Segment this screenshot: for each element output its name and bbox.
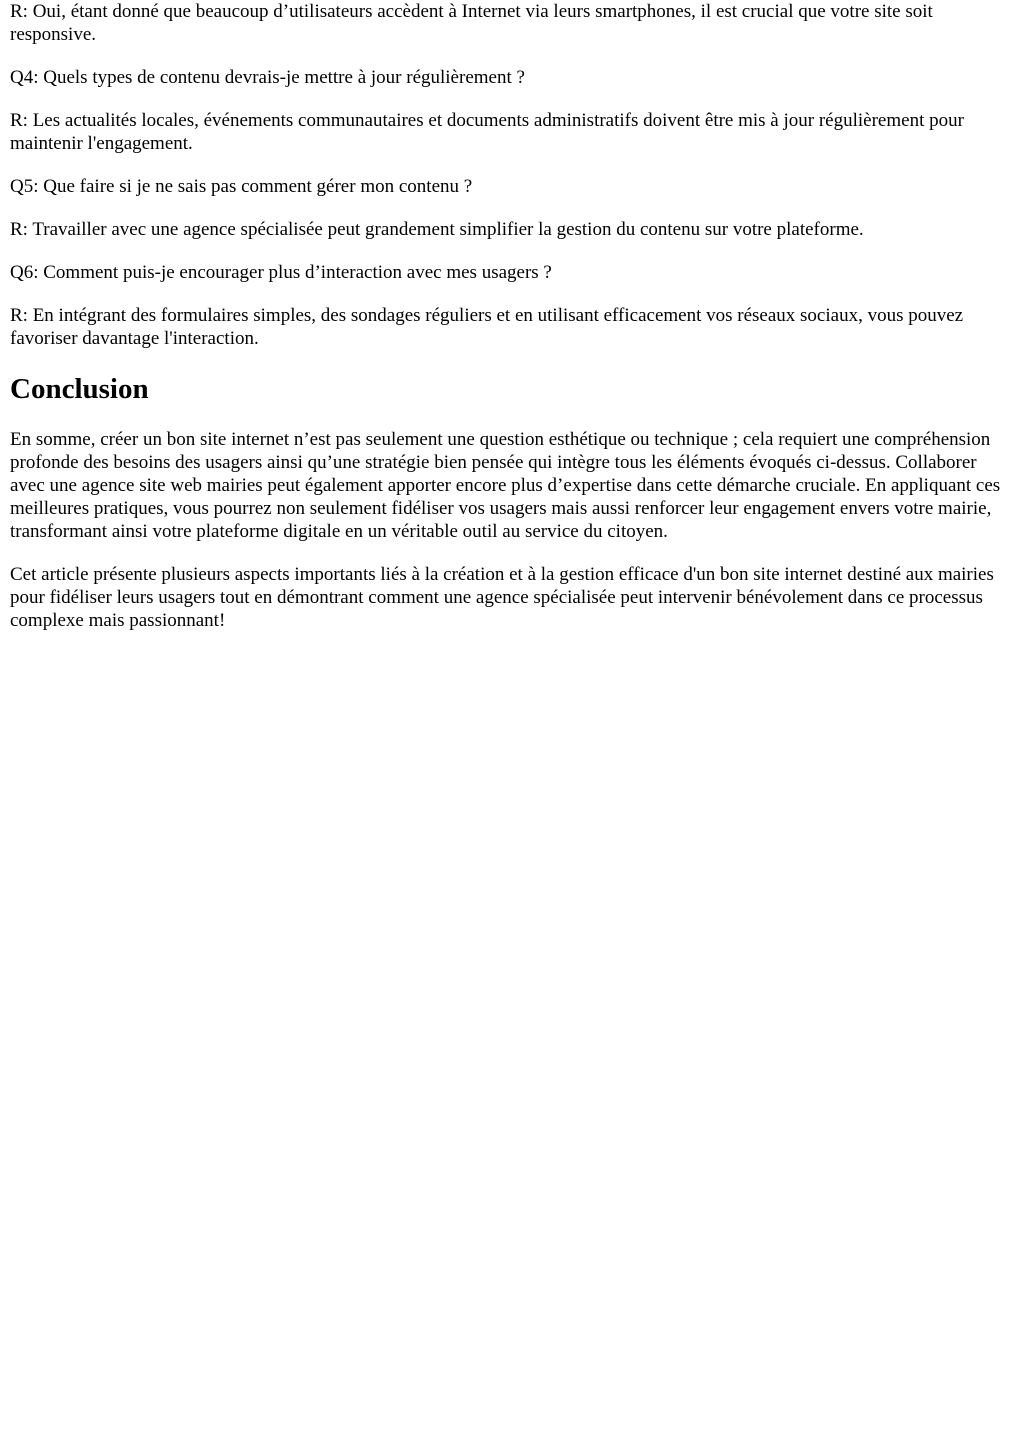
conclusion-paragraph-2: Cet article présente plusieurs aspects importants liés à la création et à la gestion efficace d'un bon site internet destiné aux mairies pour fidéliser leurs usagers tout en démontrant comment une agence spécialisée peut intervenir bénévolement dans ce processus complexe mais passionnant!: [10, 564, 994, 631]
faq-answer-q6: R: En intégrant des formulaires simples, des sondages réguliers et en utilisant efficacement vos réseaux sociaux, vous pouvez favoriser davantage l'interaction.: [10, 305, 964, 349]
conclusion-paragraph-1: En somme, créer un bon site internet n’est pas seulement une question esthétique ou technique ; cela requiert une compréhension profonde des besoins des usagers ainsi qu’une stratégie bien pensée qui intègre tous les éléments évoqués ci-dessus. Collaborer avec une agence site web mairies peut également apporter encore plus d’expertise dans cette démarche cruciale. En appliquant ces meilleures pratiques, vous pourrez non seulement fidéliser vos usagers mais aussi renforcer leur engagement envers votre mairie, transformant ainsi votre plateforme digitale en un véritable outil au service du citoyen.: [10, 429, 1001, 542]
faq-answer-q3: R: Oui, étant donné que beaucoup d’utilisateurs accèdent à Internet via leurs smartphones, il est crucial que votre site soit responsive.: [10, 1, 933, 45]
faq-answer-q5: R: Travailler avec une agence spécialisée peut grandement simplifier la gestion du contenu sur votre plateforme.: [10, 219, 864, 240]
faq-question-q4: Q4: Quels types de contenu devrais-je mettre à jour régulièrement ?: [10, 67, 525, 88]
faq-question-q5: Q5: Que faire si je ne sais pas comment gérer mon contenu ?: [10, 176, 473, 197]
conclusion-heading: Conclusion: [10, 373, 149, 405]
faq-question-q6: Q6: Comment puis-je encourager plus d’interaction avec mes usagers ?: [10, 262, 552, 283]
article-body: [0, 0, 1024, 632]
faq-answer-q4: R: Les actualités locales, événements communautaires et documents administratifs doivent être mis à jour régulièrement pour maintenir l'engagement.: [10, 110, 964, 154]
